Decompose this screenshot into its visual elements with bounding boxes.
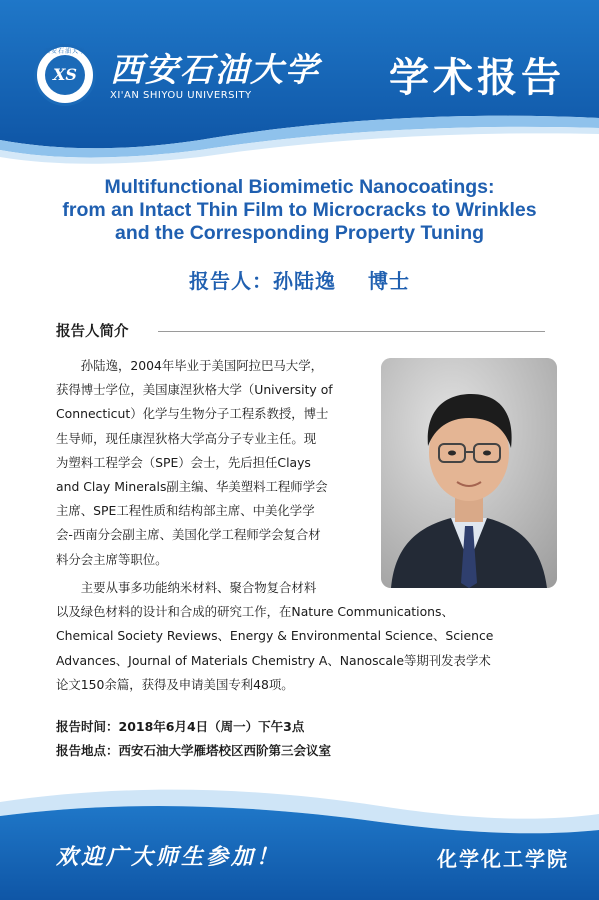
- bio-line: 为塑料工程学会（SPE）会士，先后担任Clays: [56, 454, 311, 470]
- event-type-label: 学术报告: [389, 55, 565, 101]
- logo-ring-text: 西安石油大學: [43, 48, 86, 55]
- university-logo: [34, 44, 96, 106]
- research-line: 论文150余篇，获得及申请美国专利48项。: [56, 676, 294, 692]
- section-divider: [158, 331, 545, 332]
- research-line: 以及绿色材料的设计和合成的研究工作，在Nature Communications、: [56, 604, 454, 620]
- talk-title: [0, 176, 599, 245]
- speaker-research: [56, 576, 556, 697]
- bio-line: Connecticut）化学与生物分子工程系教授，博士: [56, 406, 329, 422]
- research-line: Chemical Society Reviews、Energy & Environmental Science、Science: [56, 628, 494, 644]
- speaker-name: 报告人：孙陆逸: [189, 269, 336, 293]
- research-line: Advances、Journal of Materials Chemistry A、Nanoscale等期刊发表学术: [56, 652, 491, 668]
- organizer-name: 化学化工学院: [437, 847, 569, 871]
- bio-line: 孙陆逸，2004年毕业于美国阿拉巴马大学，: [80, 358, 323, 373]
- logo-emblem: XS: [45, 55, 85, 95]
- speaker-degree: 博士: [368, 269, 410, 293]
- university-name-en: XI'AN SHIYOU UNIVERSITY: [110, 90, 252, 101]
- research-line: 主要从事多功能纳米材料、聚合物复合材料: [80, 580, 317, 595]
- event-location: 报告地点：西安石油大学雁塔校区西阶第三会议室: [56, 743, 332, 758]
- welcome-message: 欢迎广大师生参加！: [56, 844, 282, 870]
- bio-line: 主席、SPE工程性质和结构部主席、中美化学学: [56, 503, 315, 519]
- event-time: 报告时间：2018年6月4日（周一）下午3点: [56, 719, 305, 734]
- bio-line: 料分会主席等职位。: [56, 551, 168, 567]
- speaker-bio: [56, 354, 366, 572]
- header-banner: [0, 0, 599, 170]
- university-name-cn: 西安石油大学: [110, 50, 320, 89]
- section-heading-intro: 报告人简介: [56, 324, 129, 340]
- speaker-photo: [381, 358, 557, 588]
- bio-line: 获得博士学位，美国康涅狄格大学（University of: [56, 382, 333, 398]
- speaker-line: [0, 265, 599, 294]
- talk-title-line: Multifunctional Biomimetic Nanocoatings:: [104, 176, 495, 198]
- talk-title-line: from an Intact Thin Film to Microcracks to Wrinkles: [62, 199, 537, 221]
- bio-line: 会-西南分会副主席、美国化学工程师学会复合材: [56, 527, 321, 543]
- bio-line: and Clay Minerals副主编、华美塑料工程师学会: [56, 479, 328, 495]
- talk-title-line: and the Corresponding Property Tuning: [114, 222, 485, 244]
- bio-line: 生导师，现任康涅狄格大学高分子专业主任。现: [56, 430, 317, 446]
